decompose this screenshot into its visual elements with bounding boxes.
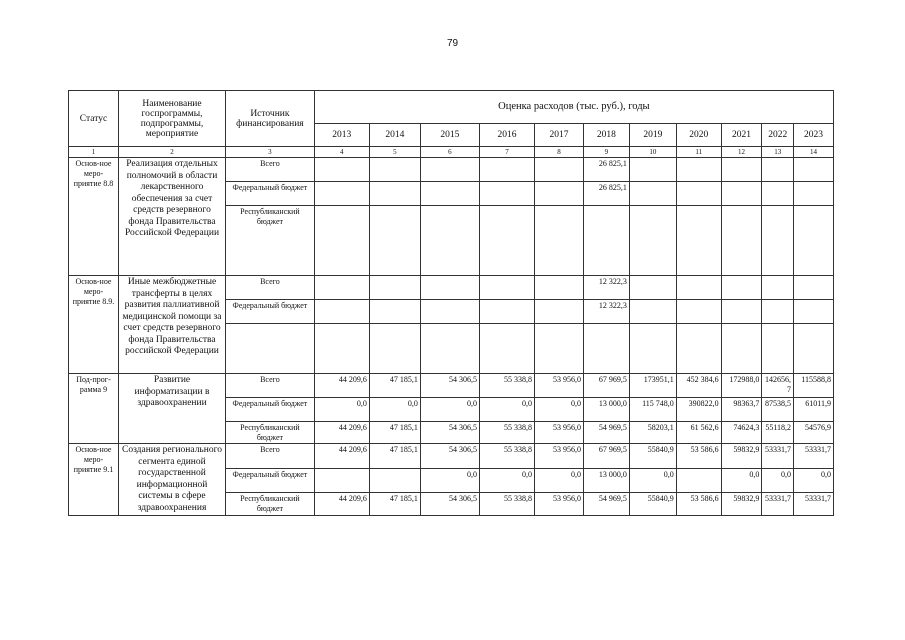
year-header: 2019	[629, 124, 676, 147]
value-cell: 53 586,6	[676, 444, 721, 469]
funding-source-cell	[226, 324, 315, 374]
value-cell	[479, 324, 534, 374]
value-cell: 0,0	[629, 468, 676, 493]
value-cell: 53331,7	[762, 444, 794, 469]
funding-source-cell: Федеральный бюджет	[226, 300, 315, 324]
value-cell: 55 338,8	[479, 444, 534, 469]
value-cell: 53331,7	[794, 493, 834, 516]
value-cell: 53331,7	[794, 444, 834, 469]
value-cell	[420, 206, 479, 276]
column-number: 9	[583, 147, 629, 158]
funding-source-cell: Республиканский бюджет	[226, 206, 315, 276]
funding-source-cell: Республиканский бюджет	[226, 422, 315, 444]
value-cell: 0,0	[535, 468, 584, 493]
value-cell	[762, 276, 794, 300]
value-cell	[721, 206, 762, 276]
value-cell	[676, 276, 721, 300]
expenses-table	[68, 90, 834, 516]
value-cell	[721, 158, 762, 182]
value-cell	[629, 158, 676, 182]
value-cell	[535, 276, 584, 300]
column-number: 5	[369, 147, 420, 158]
table-row	[69, 158, 834, 182]
value-cell: 13 000,0	[583, 468, 629, 493]
column-number: 7	[479, 147, 534, 158]
status-cell: Основ-ное меро-приятие 8.8	[69, 158, 119, 276]
value-cell	[479, 300, 534, 324]
year-header: 2014	[369, 124, 420, 147]
value-cell: 0,0	[762, 468, 794, 493]
column-number: 12	[721, 147, 762, 158]
value-cell	[479, 276, 534, 300]
column-number: 6	[420, 147, 479, 158]
value-cell: 54 306,5	[420, 374, 479, 398]
year-header: 2013	[314, 124, 369, 147]
value-cell: 53 956,0	[535, 444, 584, 469]
value-cell: 53 956,0	[535, 374, 584, 398]
value-cell	[369, 182, 420, 206]
value-cell: 44 209,6	[314, 444, 369, 469]
value-cell: 55 338,8	[479, 422, 534, 444]
value-cell	[721, 324, 762, 374]
value-cell	[314, 468, 369, 493]
table-row	[69, 276, 834, 300]
program-name-cell: Иные межбюджетные трансферты в целях развития паллиативной медицинской помощи за счет средств резервного фонда Правительства российской Федерации	[118, 276, 225, 374]
value-cell: 44 209,6	[314, 422, 369, 444]
year-header: 2016	[479, 124, 534, 147]
funding-source-cell: Всего	[226, 444, 315, 469]
value-cell	[369, 276, 420, 300]
funding-source-cell: Всего	[226, 276, 315, 300]
year-header: 2018	[583, 124, 629, 147]
value-cell: 0,0	[794, 468, 834, 493]
value-cell: 53 586,6	[676, 493, 721, 516]
year-header: 2021	[721, 124, 762, 147]
column-number-row	[69, 147, 834, 158]
value-cell: 55840,9	[629, 493, 676, 516]
value-cell: 61 562,6	[676, 422, 721, 444]
value-cell	[535, 182, 584, 206]
value-cell: 0,0	[420, 398, 479, 422]
column-number: 14	[794, 147, 834, 158]
value-cell	[794, 276, 834, 300]
value-cell	[629, 300, 676, 324]
value-cell: 67 969,5	[583, 444, 629, 469]
value-cell	[762, 300, 794, 324]
value-cell	[420, 182, 479, 206]
value-cell	[676, 206, 721, 276]
value-cell: 26 825,1	[583, 182, 629, 206]
year-header: 2015	[420, 124, 479, 147]
funding-source-cell: Федеральный бюджет	[226, 398, 315, 422]
value-cell	[314, 324, 369, 374]
funding-source-cell: Федеральный бюджет	[226, 468, 315, 493]
value-cell	[629, 324, 676, 374]
value-cell	[629, 182, 676, 206]
value-cell	[479, 182, 534, 206]
value-cell	[369, 324, 420, 374]
value-cell: 67 969,5	[583, 374, 629, 398]
value-cell: 54 969,5	[583, 422, 629, 444]
column-number: 3	[226, 147, 315, 158]
value-cell	[420, 276, 479, 300]
year-header: 2020	[676, 124, 721, 147]
value-cell: 13 000,0	[583, 398, 629, 422]
value-cell	[721, 276, 762, 300]
year-header: 2023	[794, 124, 834, 147]
value-cell: 12 322,3	[583, 276, 629, 300]
value-cell: 142656,7	[762, 374, 794, 398]
value-cell: 55 338,8	[479, 374, 534, 398]
value-cell: 0,0	[535, 398, 584, 422]
value-cell: 115588,8	[794, 374, 834, 398]
value-cell: 0,0	[420, 468, 479, 493]
value-cell: 87538,5	[762, 398, 794, 422]
column-number: 1	[69, 147, 119, 158]
funding-source-cell: Республиканский бюджет	[226, 493, 315, 516]
value-cell: 44 209,6	[314, 493, 369, 516]
value-cell: 55840,9	[629, 444, 676, 469]
value-cell: 0,0	[369, 398, 420, 422]
value-cell: 452 384,6	[676, 374, 721, 398]
status-cell: Под-прог-рамма 9	[69, 374, 119, 444]
column-number: 2	[118, 147, 225, 158]
value-cell	[721, 300, 762, 324]
value-cell: 0,0	[314, 398, 369, 422]
value-cell	[314, 206, 369, 276]
table-row	[69, 444, 834, 469]
value-cell: 172988,0	[721, 374, 762, 398]
value-cell: 47 185,1	[369, 374, 420, 398]
header-name: Наименование госпрограммы, подпрограммы, мероприятие	[118, 91, 225, 147]
value-cell	[583, 324, 629, 374]
table-header	[69, 91, 834, 158]
column-number: 10	[629, 147, 676, 158]
value-cell	[676, 182, 721, 206]
header-status: Статус	[69, 91, 119, 147]
value-cell	[479, 206, 534, 276]
value-cell	[369, 468, 420, 493]
program-name-cell: Создания регионального сегмента единой государственной информационной системы в сфере здравоохранения	[118, 444, 225, 516]
value-cell	[314, 182, 369, 206]
status-cell: Основ-ное меро-приятие 9.1	[69, 444, 119, 516]
value-cell	[314, 300, 369, 324]
value-cell	[762, 324, 794, 374]
column-number: 4	[314, 147, 369, 158]
value-cell: 115 748,0	[629, 398, 676, 422]
value-cell	[583, 206, 629, 276]
value-cell	[794, 182, 834, 206]
value-cell	[535, 158, 584, 182]
value-cell: 12 322,3	[583, 300, 629, 324]
column-number: 8	[535, 147, 584, 158]
value-cell: 47 185,1	[369, 444, 420, 469]
value-cell: 390822,0	[676, 398, 721, 422]
value-cell	[762, 206, 794, 276]
value-cell: 47 185,1	[369, 493, 420, 516]
header-expenses: Оценка расходов (тыс. руб.), годы	[314, 91, 833, 124]
value-cell: 53331,7	[762, 493, 794, 516]
value-cell	[676, 468, 721, 493]
value-cell: 53 956,0	[535, 493, 584, 516]
value-cell	[629, 206, 676, 276]
value-cell: 0,0	[479, 468, 534, 493]
value-cell: 54 969,5	[583, 493, 629, 516]
value-cell: 98363,7	[721, 398, 762, 422]
value-cell	[629, 276, 676, 300]
value-cell	[535, 324, 584, 374]
value-cell	[676, 158, 721, 182]
value-cell: 0,0	[479, 398, 534, 422]
value-cell	[762, 182, 794, 206]
page-number: 79	[446, 38, 459, 49]
value-cell	[479, 158, 534, 182]
status-cell: Основ-ное меро-приятие 8.9.	[69, 276, 119, 374]
value-cell: 61011,9	[794, 398, 834, 422]
value-cell	[794, 324, 834, 374]
table-body	[69, 158, 834, 516]
program-name-cell: Реализация отдельных полномочий в области лекарственного обеспечения за счет средств резервного фонда Правительства Российской Федерации	[118, 158, 225, 276]
header-source: Источник финансирования	[226, 91, 315, 147]
value-cell	[794, 206, 834, 276]
value-cell	[535, 300, 584, 324]
funding-source-cell: Федеральный бюджет	[226, 182, 315, 206]
value-cell	[794, 300, 834, 324]
table-row	[69, 374, 834, 398]
value-cell: 54 306,5	[420, 422, 479, 444]
funding-source-cell: Всего	[226, 374, 315, 398]
value-cell: 55118,2	[762, 422, 794, 444]
value-cell: 47 185,1	[369, 422, 420, 444]
value-cell	[420, 158, 479, 182]
value-cell: 54 306,5	[420, 444, 479, 469]
value-cell	[535, 206, 584, 276]
column-number: 11	[676, 147, 721, 158]
value-cell	[314, 276, 369, 300]
value-cell: 173951,1	[629, 374, 676, 398]
value-cell	[420, 300, 479, 324]
value-cell: 59832,9	[721, 493, 762, 516]
value-cell: 74624,3	[721, 422, 762, 444]
value-cell: 55 338,8	[479, 493, 534, 516]
year-header: 2022	[762, 124, 794, 147]
funding-source-cell: Всего	[226, 158, 315, 182]
value-cell	[314, 158, 369, 182]
value-cell	[721, 182, 762, 206]
value-cell: 58203,1	[629, 422, 676, 444]
value-cell: 0,0	[721, 468, 762, 493]
value-cell: 26 825,1	[583, 158, 629, 182]
value-cell: 44 209,6	[314, 374, 369, 398]
value-cell	[369, 206, 420, 276]
value-cell	[762, 158, 794, 182]
value-cell: 54576,9	[794, 422, 834, 444]
column-number: 13	[762, 147, 794, 158]
value-cell: 54 306,5	[420, 493, 479, 516]
value-cell	[420, 324, 479, 374]
value-cell: 53 956,0	[535, 422, 584, 444]
program-name-cell: Развитие информатизации в здравоохранении	[118, 374, 225, 444]
value-cell	[369, 300, 420, 324]
value-cell	[676, 300, 721, 324]
value-cell	[369, 158, 420, 182]
year-header: 2017	[535, 124, 584, 147]
value-cell: 59832,9	[721, 444, 762, 469]
value-cell	[794, 158, 834, 182]
value-cell	[676, 324, 721, 374]
